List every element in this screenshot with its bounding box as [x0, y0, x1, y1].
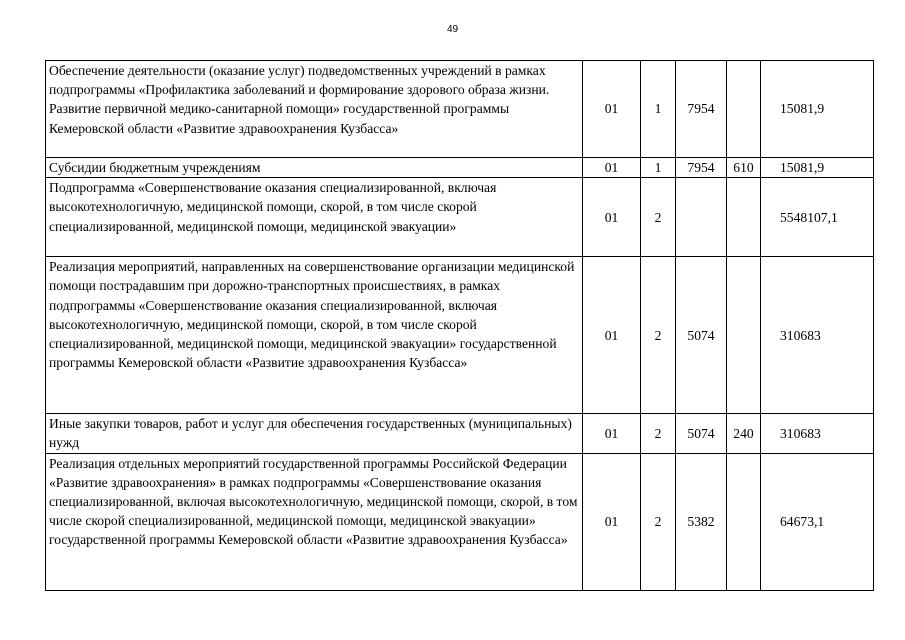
row-amount: 15081,9: [761, 158, 874, 178]
row-subprogram: 2: [641, 414, 676, 453]
table-row: [46, 178, 874, 257]
row-amount: 15081,9: [761, 61, 874, 158]
row-description: Реализация мероприятий, направленных на совершенствование организации медицинской помощи пострадавшим при дорожно-транспортных происшествиях, в рамках подпрограммы «Совершенствование оказания специализированной, включая высокотехнологичную, медицинской помощи, скорой, в том числе скорой специализированной, медицинской помощи, медицинской эвакуации» государственной программы Кемеровской области «Развитие здравоохранения Кузбасса»: [46, 257, 583, 414]
row-expense-type: [727, 61, 761, 158]
row-description: Подпрограмма «Совершенствование оказания специализированной, включая высокотехнологичную, медицинской помощи, скорой, в том числе скорой специализированной, медицинской помощи, медицинской эвакуации»: [46, 178, 583, 257]
row-amount: 64673,1: [761, 453, 874, 590]
row-expense-type: [727, 178, 761, 257]
row-description: Иные закупки товаров, работ и услуг для обеспечения государственных (муниципальных) нужд: [46, 414, 583, 453]
row-expense-type: 240: [727, 414, 761, 453]
table-row: [46, 414, 874, 453]
row-direction: 7954: [676, 158, 727, 178]
row-section: 01: [583, 178, 641, 257]
budget-table: [45, 60, 874, 591]
row-expense-type: [727, 257, 761, 414]
row-description: Обеспечение деятельности (оказание услуг) подведомственных учреждений в рамках подпрограммы «Профилактика заболеваний и формирование здорового образа жизни. Развитие первичной медико-санитарной помощи» государственной программы Кемеровской области «Развитие здравоохранения Кузбасса»: [46, 61, 583, 158]
row-description: Реализация отдельных мероприятий государственной программы Российской Федерации «Развитие здравоохранения» в рамках подпрограммы «Совершенствование оказания специализированной, включая высокотехнологичную, медицинской помощи, скорой, в том числе скорой специализированной, медицинской помощи, медицинской эвакуации» государственной программы Кемеровской области «Развитие здравоохранения Кузбасса»: [46, 453, 583, 590]
row-direction: [676, 178, 727, 257]
page-number: 49: [446, 24, 459, 35]
row-section: 01: [583, 61, 641, 158]
row-section: 01: [583, 257, 641, 414]
row-subprogram: 2: [641, 257, 676, 414]
row-section: 01: [583, 158, 641, 178]
row-section: 01: [583, 453, 641, 590]
row-amount: 310683: [761, 257, 874, 414]
row-subprogram: 2: [641, 453, 676, 590]
row-direction: 7954: [676, 61, 727, 158]
table-row: [46, 61, 874, 158]
row-expense-type: [727, 453, 761, 590]
row-section: 01: [583, 414, 641, 453]
row-amount: 5548107,1: [761, 178, 874, 257]
table-row: [46, 453, 874, 590]
row-subprogram: 1: [641, 158, 676, 178]
row-direction: 5074: [676, 414, 727, 453]
row-direction: 5382: [676, 453, 727, 590]
table-row: [46, 257, 874, 414]
row-subprogram: 1: [641, 61, 676, 158]
row-direction: 5074: [676, 257, 727, 414]
row-amount: 310683: [761, 414, 874, 453]
row-description: Субсидии бюджетным учреждениям: [46, 158, 583, 178]
row-subprogram: 2: [641, 178, 676, 257]
table-row: [46, 158, 874, 178]
row-expense-type: 610: [727, 158, 761, 178]
